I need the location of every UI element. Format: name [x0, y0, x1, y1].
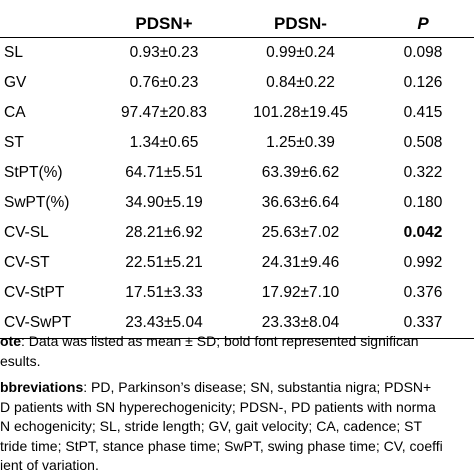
p-value: 0.098	[403, 44, 443, 61]
row-label: SwPT(%)	[4, 194, 70, 211]
abbreviations-line-3: N echogenicity; SL, stride length; GV, gait velocity; CA, cadence; ST	[0, 418, 423, 434]
row-label: CV-SwPT	[0, 308, 99, 339]
table-row	[0, 68, 474, 98]
pdsn-plus-value: 0.93±0.23	[129, 44, 199, 61]
table-row	[0, 38, 474, 69]
header-p-value: P	[372, 0, 474, 38]
table-row	[0, 158, 474, 188]
pdsn-minus-value: 23.33±8.04	[229, 308, 372, 339]
row-label: StPT(%)	[4, 164, 63, 181]
table-row	[0, 248, 474, 278]
pdsn-minus-value: 36.63±6.64	[261, 194, 340, 211]
abbreviations-line	[0, 378, 474, 398]
pdsn-minus-value: 63.39±6.62	[261, 164, 340, 181]
header-pdsn-plus: PDSN+	[99, 0, 229, 38]
row-label: CV-StPT	[4, 284, 65, 301]
abbreviations-line-4: tride time; StPT, stance phase time; SwPT, swing phase time; CV, coeffi	[0, 437, 443, 454]
row-label: CA	[4, 104, 26, 121]
p-value: 0.415	[403, 104, 443, 121]
note-line-continued: esults.	[0, 352, 41, 369]
note-text: : Data was listed as mean ± SD; bold font represented significan	[21, 333, 419, 349]
table-row	[0, 128, 474, 158]
table-row	[0, 218, 474, 248]
abbreviations-text: : PD, Parkinson’s disease; SN, substantia nigra; PDSN+	[83, 379, 432, 395]
pdsn-minus-value: 101.28±19.45	[253, 104, 348, 121]
row-label: GV	[4, 74, 27, 91]
table-notes	[0, 332, 474, 474]
table-row	[0, 188, 474, 218]
abbreviations-label: bbreviations	[0, 379, 84, 395]
header-pdsn-minus: PDSN-	[229, 0, 372, 38]
pdsn-minus-value: 0.84±0.22	[266, 74, 335, 91]
pdsn-minus-value: 1.25±0.39	[266, 134, 335, 151]
note-label: ote	[0, 333, 21, 349]
pdsn-plus-value: 0.76±0.23	[129, 74, 199, 91]
p-value: 0.180	[403, 194, 443, 211]
row-label: ST	[4, 134, 24, 151]
table-row	[0, 98, 474, 128]
p-value: 0.376	[403, 284, 443, 301]
p-value: 0.992	[403, 254, 443, 271]
abbreviations-line-5: ient of variation.	[0, 457, 99, 473]
table-body	[0, 38, 474, 339]
pdsn-plus-value: 34.90±5.19	[125, 194, 203, 211]
pdsn-plus-value: 17.51±3.33	[125, 284, 203, 301]
pdsn-plus-value: 28.21±6.92	[125, 224, 203, 241]
row-label: CV-ST	[4, 254, 50, 271]
pdsn-minus-value: 24.31±9.46	[261, 254, 340, 271]
pdsn-minus-value: 0.99±0.24	[266, 44, 335, 61]
p-value: 0.126	[403, 74, 443, 91]
row-label: CV-SL	[4, 224, 49, 241]
pdsn-minus-value: 17.92±7.10	[261, 284, 340, 301]
pdsn-plus-value: 64.71±5.51	[125, 164, 203, 181]
pdsn-plus-value: 22.51±5.21	[125, 254, 203, 271]
p-value: 0.508	[403, 134, 443, 151]
p-value: 0.337	[372, 308, 474, 339]
pdsn-plus-value: 23.43±5.04	[99, 308, 229, 339]
pdsn-minus-value: 25.63±7.02	[261, 224, 340, 241]
pdsn-plus-value: 97.47±20.83	[120, 104, 208, 121]
row-label: SL	[4, 44, 23, 61]
header-blank	[0, 0, 99, 38]
table-header-row	[0, 0, 474, 38]
abbreviations-line-2: D patients with SN hyperechogenicity; PDSN-, PD patients with norma	[0, 398, 436, 415]
table-row	[0, 278, 474, 308]
pdsn-plus-value: 1.34±0.65	[129, 134, 199, 151]
p-value: 0.322	[403, 164, 443, 181]
note-line	[0, 332, 474, 352]
p-value: 0.042	[403, 224, 443, 241]
